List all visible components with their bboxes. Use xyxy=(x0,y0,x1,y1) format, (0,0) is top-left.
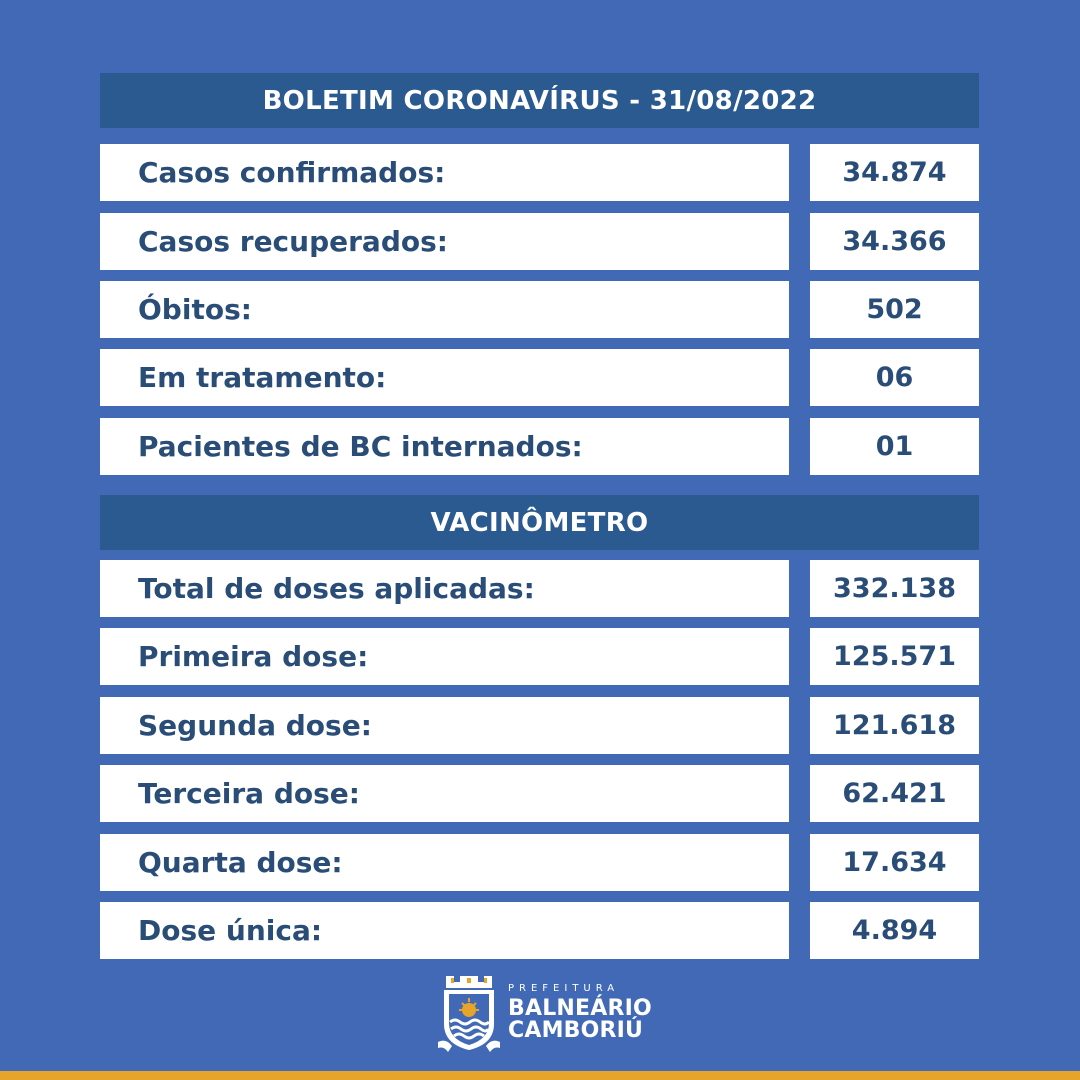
row-value: 17.634 xyxy=(810,834,979,891)
row-label: Primeira dose: xyxy=(100,628,789,685)
logo-line-camboriu: CAMBORIÚ xyxy=(508,1018,644,1043)
row-label: Dose única: xyxy=(100,902,789,959)
table-row xyxy=(100,697,979,754)
row-value: 01 xyxy=(810,418,979,475)
logo-line-prefeitura: PREFEITURA xyxy=(508,983,620,994)
table-row xyxy=(100,834,979,891)
prefeitura-logo xyxy=(438,970,658,1056)
logo-text xyxy=(508,984,652,1042)
row-label: Óbitos: xyxy=(100,281,789,338)
row-label: Casos recuperados: xyxy=(100,213,789,270)
row-value: 121.618 xyxy=(810,697,979,754)
row-label: Quarta dose: xyxy=(100,834,789,891)
row-value: 34.366 xyxy=(810,213,979,270)
table-row xyxy=(100,349,979,406)
accent-stripe xyxy=(0,1071,1080,1080)
row-value: 34.874 xyxy=(810,144,979,201)
row-label: Segunda dose: xyxy=(100,697,789,754)
row-value: 502 xyxy=(810,281,979,338)
row-value: 06 xyxy=(810,349,979,406)
table-row xyxy=(100,213,979,270)
logo-line-balneario: BALNEÁRIO xyxy=(508,996,652,1021)
table-row xyxy=(100,144,979,201)
row-value: 332.138 xyxy=(810,560,979,617)
table-row xyxy=(100,560,979,617)
table-row xyxy=(100,902,979,959)
row-label: Casos confirmados: xyxy=(100,144,789,201)
row-value: 125.571 xyxy=(810,628,979,685)
row-label: Pacientes de BC internados: xyxy=(100,418,789,475)
coat-of-arms-icon xyxy=(438,972,500,1054)
table-row xyxy=(100,418,979,475)
boletim-title: BOLETIM CORONAVÍRUS - 31/08/2022 xyxy=(100,73,979,128)
row-label: Terceira dose: xyxy=(100,765,789,822)
table-row xyxy=(100,628,979,685)
row-value: 4.894 xyxy=(810,902,979,959)
row-value: 62.421 xyxy=(810,765,979,822)
vacinometro-title: VACINÔMETRO xyxy=(100,495,979,550)
row-label: Em tratamento: xyxy=(100,349,789,406)
table-row xyxy=(100,765,979,822)
table-row xyxy=(100,281,979,338)
row-label: Total de doses aplicadas: xyxy=(100,560,789,617)
